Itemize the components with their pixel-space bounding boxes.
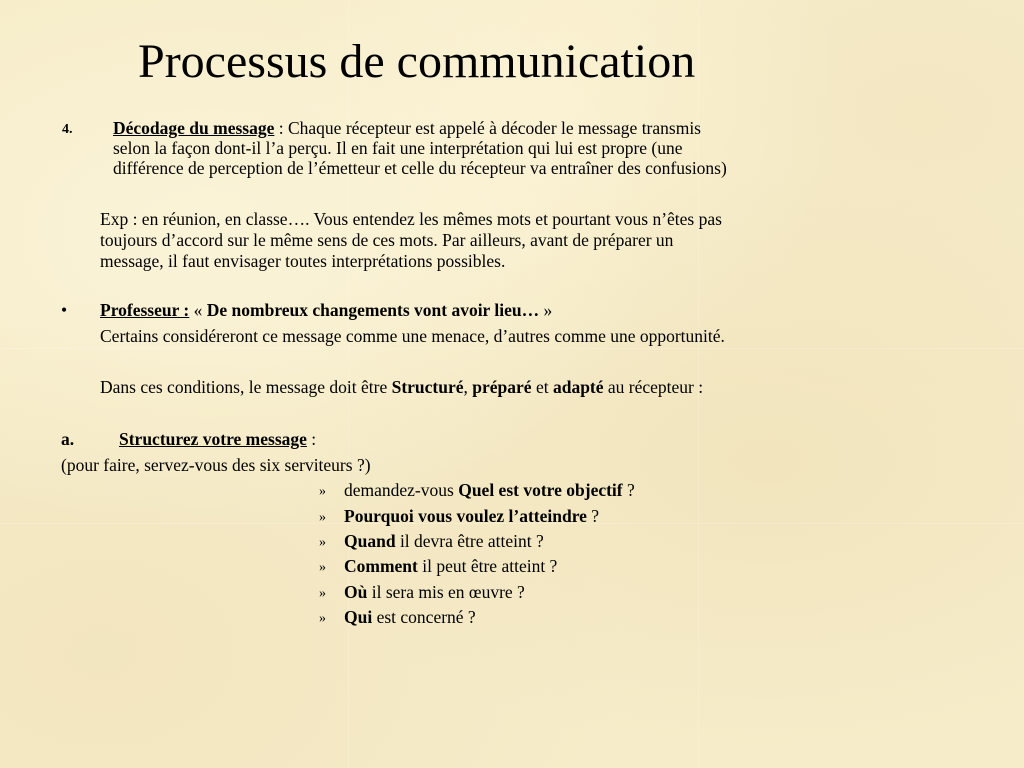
open-quote: «	[189, 300, 207, 320]
list-marker-icon: »	[319, 611, 326, 626]
item-text: demandez-vous	[344, 480, 459, 500]
item-text: est concerné ?	[372, 607, 476, 627]
list-item	[344, 582, 525, 602]
professor-label: Professeur :	[100, 300, 190, 320]
list-marker-icon: »	[319, 535, 326, 550]
item-keyword: Qui	[344, 607, 373, 627]
item-text: il devra être atteint ?	[395, 531, 544, 551]
list-item	[344, 531, 544, 551]
section-a-note: (pour faire, servez-vous des six serviteurs ?)	[61, 455, 371, 475]
conditions-prefix: Dans ces conditions, le message doit être	[100, 377, 392, 397]
colon: :	[306, 429, 317, 449]
list-marker-icon: »	[319, 560, 326, 575]
list-item	[344, 607, 476, 627]
list-marker-icon: »	[319, 586, 326, 601]
slide-title: Processus de communication	[138, 35, 696, 88]
item-number: 4.	[62, 122, 73, 137]
separator: et	[531, 377, 553, 397]
item-keyword: Où	[344, 582, 368, 602]
item-text: ?	[622, 480, 635, 500]
item-keyword: Pourquoi vous voulez l’atteindre	[344, 506, 587, 526]
example-line-3: message, il faut envisager toutes interprétations possibles.	[100, 251, 506, 271]
bullet-icon: •	[61, 300, 68, 320]
list-item	[344, 556, 557, 576]
list-marker-icon: »	[319, 484, 326, 499]
background-seam	[0, 348, 1024, 349]
item-text: il peut être atteint ?	[417, 556, 558, 576]
item-keyword: Comment	[344, 556, 418, 576]
example-line-1: Exp : en réunion, en classe…. Vous entendez les mêmes mots et pourtant vous n’êtes pas	[100, 209, 722, 229]
professor-line-2: Certains considéreront ce message comme une menace, d’autres comme une opportunité.	[100, 326, 725, 346]
word-prepare: préparé	[472, 377, 532, 397]
decoding-line-3: différence de perception de l’émetteur et celle du récepteur va entraîner des confusions)	[113, 158, 727, 178]
decoding-text: : Chaque récepteur est appelé à décoder le message transmis	[274, 118, 701, 138]
conditions-line	[100, 377, 703, 397]
decoding-line-1	[113, 118, 701, 138]
conditions-suffix: au récepteur :	[603, 377, 704, 397]
item-text: il sera mis en œuvre ?	[367, 582, 525, 602]
section-letter: a.	[61, 429, 75, 449]
list-marker-icon: »	[319, 510, 326, 525]
item-text: ?	[586, 506, 600, 526]
section-a-heading-line	[119, 429, 316, 449]
item-keyword: Quand	[344, 531, 396, 551]
item-keyword: Quel est votre objectif	[458, 480, 623, 500]
separator: ,	[463, 377, 473, 397]
close-quote: »	[539, 300, 553, 320]
professor-quote: De nombreux changements vont avoir lieu…	[206, 300, 540, 320]
word-structure: Structuré	[391, 377, 464, 397]
section-a-heading: Structurez votre message	[119, 429, 307, 449]
word-adapte: adapté	[552, 377, 604, 397]
list-item	[344, 480, 635, 500]
decoding-line-2: selon la façon dont-il l’a perçu. Il en fait une interprétation qui lui est propre (une	[113, 138, 683, 158]
professor-line	[100, 300, 552, 320]
decoding-heading: Décodage du message	[113, 118, 275, 138]
example-line-2: toujours d’accord sur le même sens de ces mots. Par ailleurs, avant de préparer un	[100, 230, 674, 250]
list-item	[344, 506, 599, 526]
